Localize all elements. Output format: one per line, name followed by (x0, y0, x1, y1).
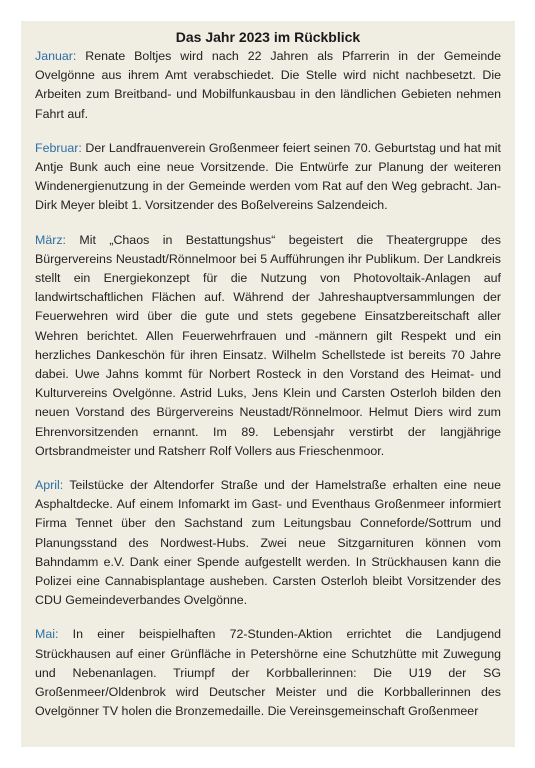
month-label: Februar: (35, 140, 82, 155)
entry-maerz (35, 231, 501, 461)
month-label: Mai: (35, 627, 59, 642)
article-title: Das Jahr 2023 im Rückblick (175, 29, 361, 45)
entry-februar (35, 139, 501, 216)
entry-mai (35, 625, 501, 721)
entry-januar (35, 47, 501, 124)
month-label: März: (35, 232, 66, 247)
entry-april (35, 476, 501, 610)
entry-text: Teilstücke der Altendorfer Straße und der Hamelstraße erhalten eine neue Asphaltdecke. Auf einem Infomarkt im Gast- und Eventhaus Großenmeer informiert Firma Tennet über den Sachstand zum Leitungsbau Conneforde/Sottrum und Planungsstand des Nordwest-Hubs. Zwei neue Sitzgarnituren können vom Bahndamm e.V. Dank einer Spende aufgestellt werden. In Strückhausen kann die Polizei eine Cannabisplantage ausheben. Carsten Osterloh bleibt Vorsitzender des CDU Gemeindeverbandes Ovelgönne. (35, 478, 502, 608)
month-label: April: (35, 478, 64, 493)
entry-text: Renate Boltjes wird nach 22 Jahren als Pfarrerin in der Gemeinde Ovelgönne aus ihrem Amt verabschiedet. Die Stelle wird nicht nachbesetzt. Die Arbeiten zum Breitband- und Mobilfunkausbau in den ländlichen Gebieten nehmen Fahrt auf. (35, 49, 501, 121)
entry-text: Der Landfrauenverein Großenmeer feiert seinen 70. Geburtstag und hat mit Antje Bunk auch eine neue Vorsitzende. Die Entwürfe zur Planung der weiteren Windenergienutzung in der Gemeinde werden vom Rat auf den Weg gebracht. Jan-Dirk Meyer bleibt 1. Vorsitzender des Boßelvereins Salzendeich. (35, 140, 501, 213)
entry-text: Mit „Chaos in Bestattungshus“ begeistert die Theatergruppe des Bürgervereins Neustadt/Rönnelmoor bei 5 Aufführungen ihr Publikum. Der Landkreis stellt ein Energiekonzept für die Nutzung von Photovoltaik-Anlagen auf landwirtschaftlichen Flächen auf. Während der Jahreshauptversammlungen der Feuerwehren wird über die gute und stets gegebene Einsatzbereitschaft aller Wehren berichtet. Allen Feuerwehrfrauen und -männern gilt Respekt und ein herzliches Dankeschön für ihren Einsatz. Wilhelm Schellstede ist bereits 70 Jahre dabei. Uwe Jahns kommt für Norbert Rosteck in den Vorstand des Heimat- und Kulturvereins Ovelgönne. Astrid Luks, Jens Klein und Carsten Osterloh bilden den neuen Vorstand des Bürgervereins Neustadt/Rönnelmoor. Helmut Diers wird zum Ehrenvorsitzenden ernannt. Im 89. Lebensjahr verstirbt der langjährige Ortsbrandmeister und Ratsherr Rolf Vollers aus Frieschenmoor. (35, 232, 501, 458)
month-label: Januar: (35, 49, 77, 63)
entry-text: In einer beispielhaften 72-Stunden-Aktion errichtet die Landjugend Strückhausen auf einer Grünfläche in Petershörne eine Schutzhütte mit Zuwegung und Nebenanlagen. Triumpf der Korbballerinnen: Die U19 der SG Großenmeer/Oldenbrok wird Deutscher Meister und die Korbballerinnen des Ovelgönner TV holen die Bronzemedaille. Die Vereinsgemeinschaft Großenmeer (35, 627, 501, 719)
article-panel (21, 21, 515, 747)
